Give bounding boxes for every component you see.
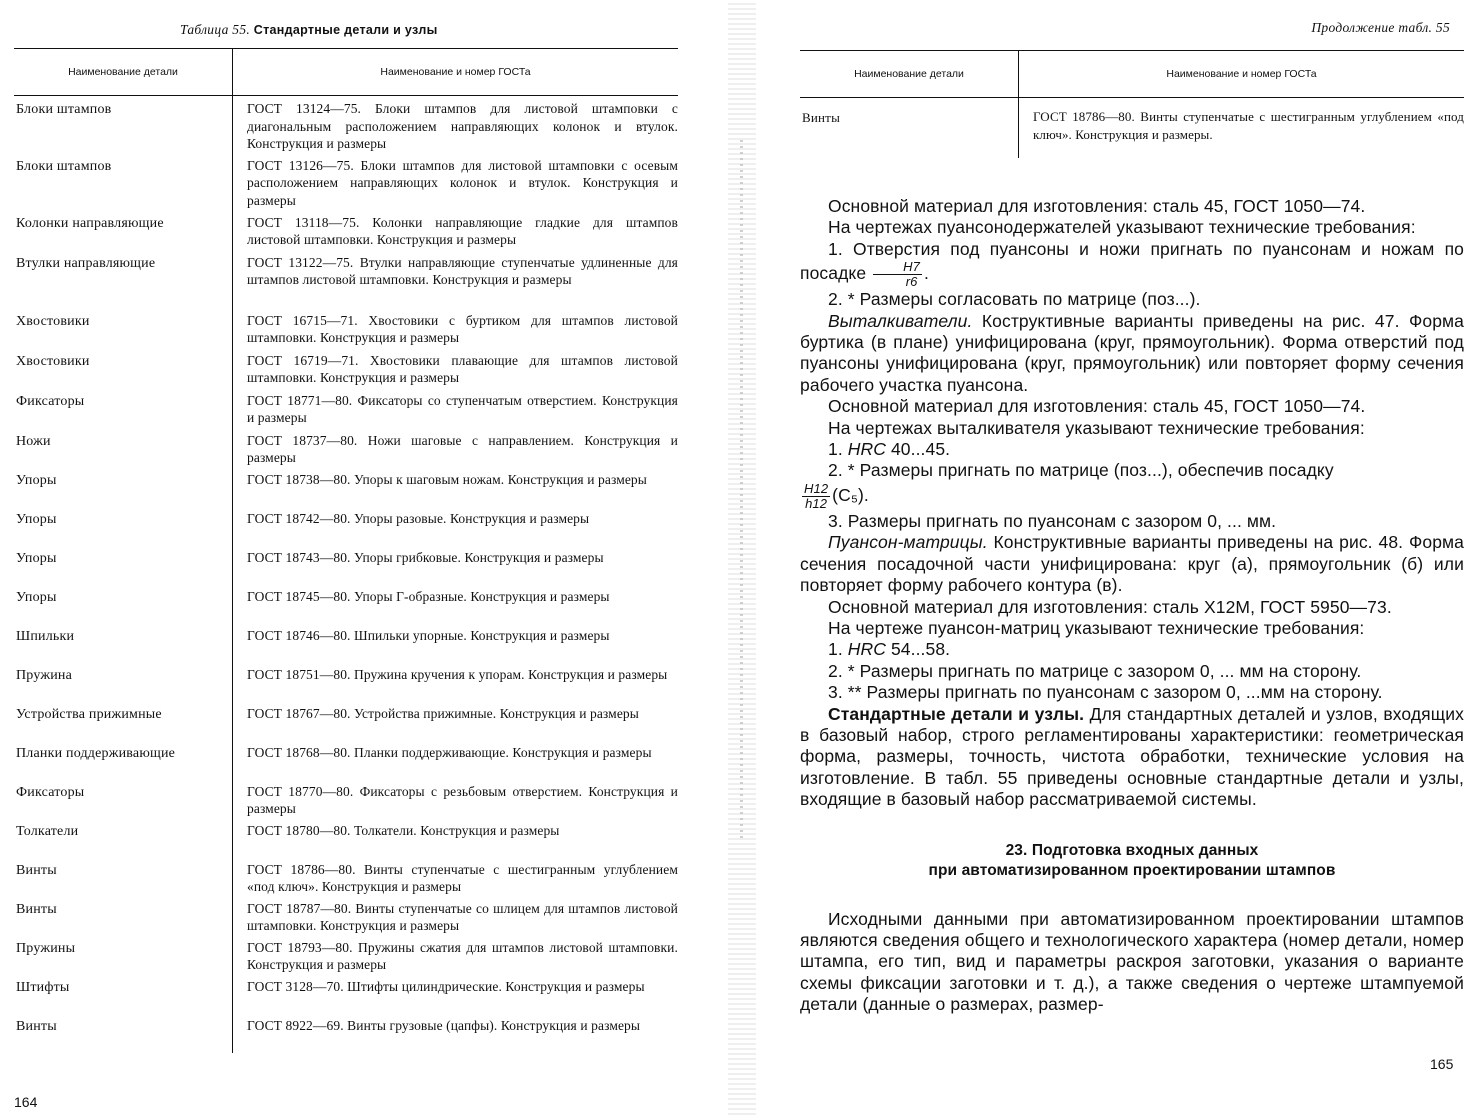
table-row bbox=[14, 740, 678, 779]
standard-parts-table bbox=[14, 48, 678, 1053]
part-name-cell: Упоры bbox=[14, 545, 233, 584]
gost-cell: ГОСТ 18742—80. Упоры разовые. Конструкция и размеры bbox=[247, 510, 590, 526]
part-name-cell: Толкатели bbox=[14, 818, 233, 857]
gost-cell: ГОСТ 18780—80. Толкатели. Конструкция и размеры bbox=[247, 822, 560, 838]
section-heading-line: при автоматизированном проектировании штампов bbox=[928, 861, 1336, 879]
page-number: 165 bbox=[1430, 1056, 1454, 1072]
paragraph: Основной материал для изготовления: сталь Х12М, ГОСТ 5950—73. bbox=[828, 596, 1392, 617]
table-row bbox=[14, 506, 678, 545]
book-spine-gutter bbox=[728, 0, 756, 1118]
part-name-cell: Устройства прижимные bbox=[14, 701, 233, 740]
gost-cell: ГОСТ 18786—80. Винты ступенчатые с шестигранным углублением «под ключ». Конструкция и размеры. bbox=[1033, 109, 1464, 142]
paragraph: На чертежах пуансонодержателей указывают технические требования: bbox=[828, 217, 1416, 238]
punctuation: . bbox=[924, 263, 929, 284]
column-header-gost: Наименование и номер ГОСТа bbox=[1019, 51, 1465, 98]
table-row bbox=[14, 701, 678, 740]
fit-denominator: h12 bbox=[805, 495, 828, 511]
part-name-cell: Хвостовики bbox=[14, 348, 233, 388]
gost-cell: ГОСТ 18745—80. Упоры Г-образные. Конструкция и размеры bbox=[247, 588, 610, 604]
hardness-unit: HRC bbox=[847, 639, 886, 660]
part-name-cell: Фиксаторы bbox=[14, 388, 233, 428]
paragraph-lead-italic: Выталкиватели. bbox=[828, 310, 973, 331]
table-row bbox=[14, 662, 678, 701]
section-heading bbox=[800, 841, 1464, 881]
gost-cell: ГОСТ 18770—80. Фиксаторы с резьбовым отверстием. Конструкция и размеры bbox=[247, 783, 678, 816]
part-name-cell: Упоры bbox=[14, 584, 233, 623]
paragraph-lead-bold: Стандартные детали и узлы. bbox=[828, 703, 1085, 724]
part-name-cell: Винты bbox=[14, 896, 233, 935]
body-text bbox=[800, 196, 1464, 1016]
gost-cell: ГОСТ 18793—80. Пружины сжатия для штампов листовой штамповки. Конструкция и размеры bbox=[247, 939, 678, 972]
fit-suffix: (С₅). bbox=[832, 485, 869, 505]
fit-fraction bbox=[802, 482, 830, 511]
table-row bbox=[14, 96, 678, 153]
column-header-part-name: Наименование детали bbox=[800, 51, 1019, 98]
paragraph bbox=[800, 239, 1464, 289]
hardness-value: 40...45. bbox=[885, 439, 951, 460]
part-name-cell: Штифты bbox=[14, 974, 233, 1013]
table-row bbox=[14, 210, 678, 250]
table-row bbox=[14, 779, 678, 818]
page-number: 164 bbox=[14, 1094, 38, 1110]
right-page bbox=[790, 0, 1474, 1118]
part-name-cell: Блоки штампов bbox=[14, 96, 233, 153]
table-row bbox=[14, 250, 678, 308]
gost-cell: ГОСТ 18751—80. Пружина кручения к упорам. Конструкция и размеры bbox=[247, 666, 668, 682]
gost-cell: ГОСТ 18737—80. Ножи шаговые с направлением. Конструкция и размеры bbox=[247, 432, 678, 465]
part-name-cell: Пружины bbox=[14, 935, 233, 974]
paragraph: 2. * Размеры согласовать по матрице (поз...). bbox=[828, 289, 1201, 310]
paragraph-text: Конструктивные варианты приведены на рис. 48. Форма сечения посадочной части унифицирована: круг (а), прямоугольник (б) или повторяет форму рабочего контура (в). bbox=[800, 532, 1464, 596]
part-name-cell: Блоки штампов bbox=[14, 153, 233, 210]
standard-parts-table-continued bbox=[800, 50, 1464, 158]
table-continuation-text: Продолжение табл. 55 bbox=[1311, 20, 1450, 35]
part-name-cell: Винты bbox=[14, 857, 233, 896]
table-row bbox=[14, 348, 678, 388]
table-row bbox=[14, 623, 678, 662]
table-row bbox=[14, 388, 678, 428]
table-row bbox=[14, 974, 678, 1013]
table-caption bbox=[180, 22, 680, 38]
paragraph: 3. ** Размеры пригнать по пуансонам с зазором 0, ...мм на сторону. bbox=[828, 682, 1383, 703]
table-body bbox=[800, 98, 1464, 159]
part-name-cell: Шпильки bbox=[14, 623, 233, 662]
table-row bbox=[14, 153, 678, 210]
paragraph: Исходными данными при автоматизированном проектировании штампов являются сведения общего и технологического характера (номер детали, номер штампа, его тип, вид и параметры раскроя заготовки, указания о варианте схемы фиксации заготовки и т. д.), а также сведения о чертеже штампуемой детали (данные о размерах, размер- bbox=[800, 908, 1464, 1015]
table-row bbox=[14, 935, 678, 974]
part-name-cell: Втулки направляющие bbox=[14, 250, 233, 308]
paragraph: Основной материал для изготовления: сталь 45, ГОСТ 1050—74. bbox=[828, 396, 1366, 417]
fit-numerator: H12 bbox=[804, 480, 829, 496]
gost-cell: ГОСТ 18771—80. Фиксаторы со ступенчатым отверстием. Конструкция и размеры bbox=[247, 392, 678, 425]
gost-cell: ГОСТ 18787—80. Винты ступенчатые со шлицем для штампов листовой штамповки. Конструкция и размеры bbox=[247, 900, 678, 933]
paragraph: На чертеже пуансон-матриц указывают технические требования: bbox=[828, 617, 1365, 638]
requirement-text: 1. Отверстия под пуансоны и ножи пригнать по пуансонам и ножам по посадке bbox=[800, 238, 1464, 284]
paragraph bbox=[800, 704, 1464, 811]
gost-cell: ГОСТ 13122—75. Втулки направляющие ступенчатые удлиненные для штампов листовой штамповки. Конструкция и размеры bbox=[247, 254, 678, 287]
gost-cell: ГОСТ 18738—80. Упоры к шаговым ножам. Конструкция и размеры bbox=[247, 471, 647, 487]
list-number: 1. bbox=[828, 439, 848, 460]
gost-cell: ГОСТ 13124—75. Блоки штампов для листовой штамповки с диагональным расположением направляющих колонок и втулок. Конструкция и размеры bbox=[247, 101, 678, 151]
gost-cell: ГОСТ 18743—80. Упоры грибковые. Конструкция и размеры bbox=[247, 549, 604, 565]
paragraph bbox=[800, 311, 1464, 397]
list-number: 1. bbox=[828, 639, 848, 660]
gost-cell: ГОСТ 8922—69. Винты грузовые (цапфы). Конструкция и размеры bbox=[247, 1017, 641, 1033]
table-row bbox=[14, 428, 678, 467]
column-header-part-name: Наименование детали bbox=[14, 49, 233, 96]
paragraph bbox=[800, 439, 1464, 460]
table-row bbox=[14, 545, 678, 584]
gost-cell: ГОСТ 18767—80. Устройства прижимные. Конструкция и размеры bbox=[247, 705, 639, 721]
column-header-gost: Наименование и номер ГОСТа bbox=[233, 49, 679, 96]
gost-cell: ГОСТ 16719—71. Хвостовики плавающие для штампов листовой штамповки. Конструкция и размеры bbox=[247, 352, 678, 385]
paragraph bbox=[800, 482, 1464, 511]
fit-fraction bbox=[873, 260, 922, 289]
table-header-row bbox=[800, 51, 1464, 98]
table-row bbox=[14, 896, 678, 935]
part-name-cell: Пружина bbox=[14, 662, 233, 701]
fit-denominator: r6 bbox=[905, 274, 918, 290]
table-row bbox=[14, 467, 678, 506]
table-row bbox=[800, 98, 1464, 159]
gost-cell: ГОСТ 18786—80. Винты ступенчатые с шестигранным углублением «под ключ». Конструкция и размеры bbox=[247, 861, 678, 894]
part-name-cell: Ножи bbox=[14, 428, 233, 467]
hardness-unit: HRC bbox=[847, 439, 886, 460]
gost-cell: ГОСТ 3128—70. Штифты цилиндрические. Конструкция и размеры bbox=[247, 978, 645, 994]
table-header-row bbox=[14, 49, 678, 96]
table-caption-title: Стандартные детали и узлы bbox=[253, 23, 438, 37]
paragraph: Основной материал для изготовления: сталь 45, ГОСТ 1050—74. bbox=[828, 196, 1366, 216]
paragraph bbox=[800, 639, 1464, 660]
part-name-cell: Винты bbox=[800, 98, 1019, 159]
table-row bbox=[14, 1013, 678, 1053]
paragraph: На чертежах выталкивателя указывают технические требования: bbox=[828, 417, 1365, 438]
part-name-cell: Винты bbox=[14, 1013, 233, 1053]
paragraph-text: Коструктивные варианты приведены на рис. 47. Форма буртика (в плане) унифицирована (круг, прямоугольник). Форма отверстий под пуансоны унифицирована (круг, прямоугольник) или повторяет форму сечения рабочего участка пуансона. bbox=[800, 310, 1464, 395]
part-name-cell: Фиксаторы bbox=[14, 779, 233, 818]
paragraph-text: Для стандартных деталей и узлов, входящих в базовый набор, строго регламентированы характеристики: геометрическая форма, размеры, точность, чистота обработки, технические условия на изготовление. В табл. 55 приведены основные стандартные детали и узлы, входящие в базовый набор рассматриваемой системы. bbox=[800, 703, 1464, 810]
gost-cell: ГОСТ 13118—75. Колонки направляющие гладкие для штампов листовой штамповки. Конструкция и размеры bbox=[247, 214, 678, 247]
table-row bbox=[14, 818, 678, 857]
paragraph bbox=[800, 532, 1464, 596]
part-name-cell: Упоры bbox=[14, 506, 233, 545]
table-row bbox=[14, 857, 678, 896]
gost-cell: ГОСТ 18768—80. Планки поддерживающие. Конструкция и размеры bbox=[247, 744, 652, 760]
paragraph: 3. Размеры пригнать по пуансонам с зазором 0, ... мм. bbox=[828, 510, 1277, 531]
part-name-cell: Упоры bbox=[14, 467, 233, 506]
gost-cell: ГОСТ 18746—80. Шпильки упорные. Конструкция и размеры bbox=[247, 627, 610, 643]
table-caption-label: Таблица 55. bbox=[180, 22, 251, 37]
paragraph-lead-italic: Пуансон-матрицы. bbox=[828, 532, 988, 553]
table-row bbox=[14, 584, 678, 623]
paragraph: 2. * Размеры пригнать по матрице (поз...), обеспечив посадку bbox=[828, 460, 1334, 481]
table-row bbox=[14, 308, 678, 348]
gost-cell: ГОСТ 16715—71. Хвостовики с буртиком для штампов листовой штамповки. Конструкция и размеры bbox=[247, 312, 678, 345]
hardness-value: 54...58. bbox=[885, 639, 951, 660]
paragraph: 2. * Размеры пригнать по матрице с зазором 0, ... мм на сторону. bbox=[828, 660, 1362, 681]
table-body bbox=[14, 96, 678, 1053]
section-heading-line: 23. Подготовка входных данных bbox=[1005, 841, 1259, 859]
part-name-cell: Колонки направляющие bbox=[14, 210, 233, 250]
part-name-cell: Планки поддерживающие bbox=[14, 740, 233, 779]
fit-numerator: H7 bbox=[873, 260, 922, 275]
gost-cell: ГОСТ 13126—75. Блоки штампов для листовой штамповки с осевым расположением направляющих колонок и втулок. Конструкция и размеры bbox=[247, 157, 678, 208]
table-continuation-caption bbox=[1230, 20, 1450, 36]
part-name-cell: Хвостовики bbox=[14, 308, 233, 348]
